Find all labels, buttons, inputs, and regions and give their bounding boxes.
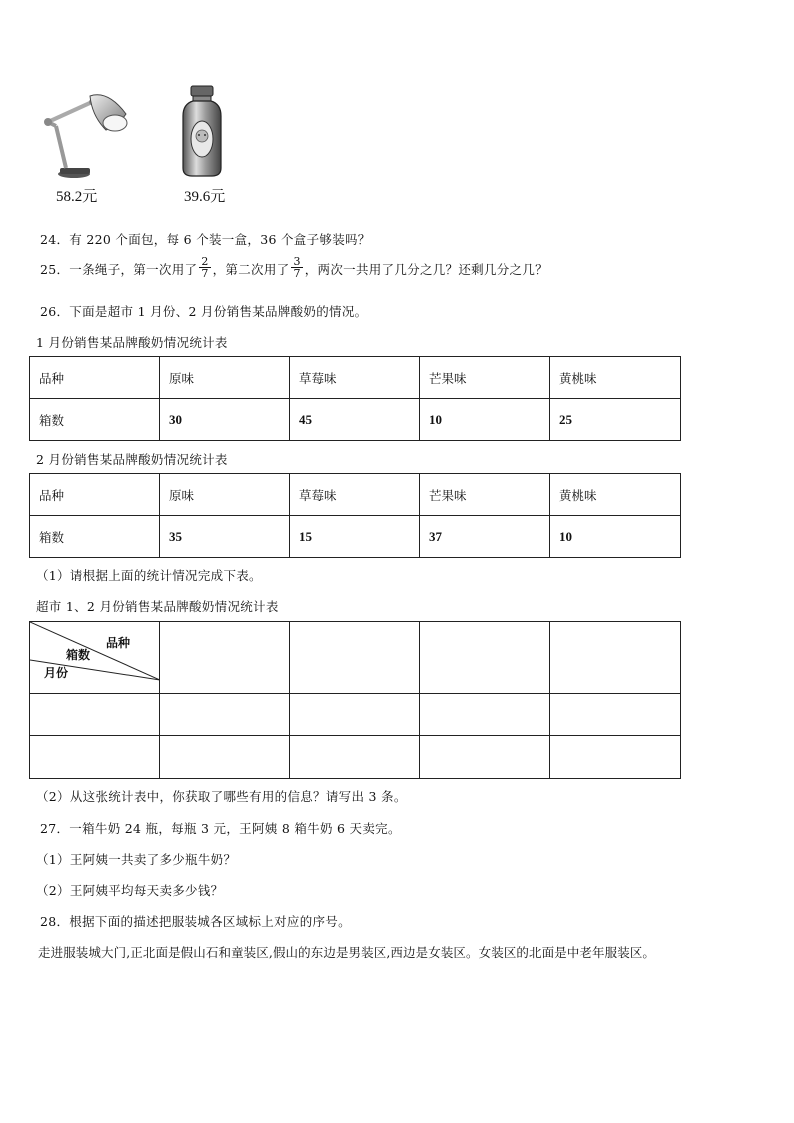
diagonal-header-cell (30, 622, 160, 694)
table2-header-cell: 品种 (30, 474, 160, 516)
table1-header-cell: 黄桃味 (550, 357, 681, 399)
corner-label-variety: 品种 (106, 636, 131, 650)
question-24: 24．有 220 个面包，每 6 个装一盒，36 个盒子够装吗？ (40, 232, 371, 247)
fraction-2-7: $\frac{2}{7}$ (201, 255, 209, 280)
blank-cell[interactable] (290, 736, 420, 779)
q25-text-2: ，第二次用了 (212, 262, 290, 277)
table-january (29, 356, 681, 441)
table1-header-cell: 原味 (160, 357, 290, 399)
table1-value-cell: 10 (420, 399, 550, 441)
table1-header-cell: 草莓味 (290, 357, 420, 399)
table2-title: 2 月份销售某品牌酸奶情况统计表 (36, 452, 228, 467)
blank-cell[interactable] (550, 694, 681, 736)
blank-cell[interactable] (160, 694, 290, 736)
fraction-3-7: $\frac{3}{7}$ (293, 255, 301, 280)
question-26-2: （2）从这张统计表中，你获取了哪些有用的信息？请写出 3 条。 (36, 789, 407, 804)
question-28: 28．根据下面的描述把服装城各区域标上对应的序号。 (40, 914, 351, 929)
blank-cell[interactable] (420, 622, 550, 694)
blank-cell[interactable] (160, 736, 290, 779)
table1-header-cell: 芒果味 (420, 357, 550, 399)
blank-cell[interactable] (30, 736, 160, 779)
table3-title: 超市 1、2 月份销售某品牌酸奶情况统计表 (36, 599, 279, 614)
question-27: 27．一箱牛奶 24 瓶，每瓶 3 元，王阿姨 8 箱牛奶 6 天卖完。 (40, 821, 401, 836)
question-26-1: （1）请根据上面的统计情况完成下表。 (36, 568, 262, 583)
q25-text-3: ，两次一共用了几分之几？还剩几分之几？ (304, 262, 548, 277)
blank-cell[interactable] (30, 694, 160, 736)
desk-lamp-image (40, 86, 132, 180)
question-27-1: （1）王阿姨一共卖了多少瓶牛奶？ (36, 852, 237, 867)
diagonal-lines (30, 622, 160, 694)
blank-cell[interactable] (290, 694, 420, 736)
table2-header-cell: 芒果味 (420, 474, 550, 516)
question-25 (40, 255, 548, 280)
table1-row-label: 箱数 (30, 399, 160, 441)
table2-value-cell: 35 (160, 516, 290, 558)
blank-cell[interactable] (550, 736, 681, 779)
corner-label-boxes: 箱数 (66, 648, 91, 662)
table2-value-cell: 15 (290, 516, 420, 558)
question-27-2: （2）王阿姨平均每天卖多少钱？ (36, 883, 224, 898)
question-28-description: 走进服装城大门,正北面是假山石和童装区,假山的东边是男装区,西边是女装区。女装区的北面是中老年服装区。 (38, 945, 656, 960)
table1-value-cell: 30 (160, 399, 290, 441)
blank-cell[interactable] (290, 622, 420, 694)
lamp-price: 58.2元 (56, 189, 98, 205)
corner-label-month: 月份 (44, 666, 69, 680)
bottle-price: 39.6元 (184, 189, 226, 205)
bottle-image (180, 84, 224, 178)
table2-header-cell: 原味 (160, 474, 290, 516)
question-26: 26．下面是超市 1 月份、2 月份销售某品牌酸奶的情况。 (40, 304, 368, 319)
blank-cell[interactable] (420, 694, 550, 736)
table1-value-cell: 45 (290, 399, 420, 441)
table1-header-cell: 品种 (30, 357, 160, 399)
blank-cell[interactable] (420, 736, 550, 779)
blank-cell[interactable] (160, 622, 290, 694)
table2-value-cell: 37 (420, 516, 550, 558)
table1-value-cell: 25 (550, 399, 681, 441)
q25-text-1: 25．一条绳子，第一次用了 (40, 262, 198, 277)
table-summary-blank (29, 621, 681, 779)
blank-cell[interactable] (550, 622, 681, 694)
table2-header-cell: 黄桃味 (550, 474, 681, 516)
table2-value-cell: 10 (550, 516, 681, 558)
table-february (29, 473, 681, 558)
table2-row-label: 箱数 (30, 516, 160, 558)
table1-title: 1 月份销售某品牌酸奶情况统计表 (36, 335, 228, 350)
table2-header-cell: 草莓味 (290, 474, 420, 516)
